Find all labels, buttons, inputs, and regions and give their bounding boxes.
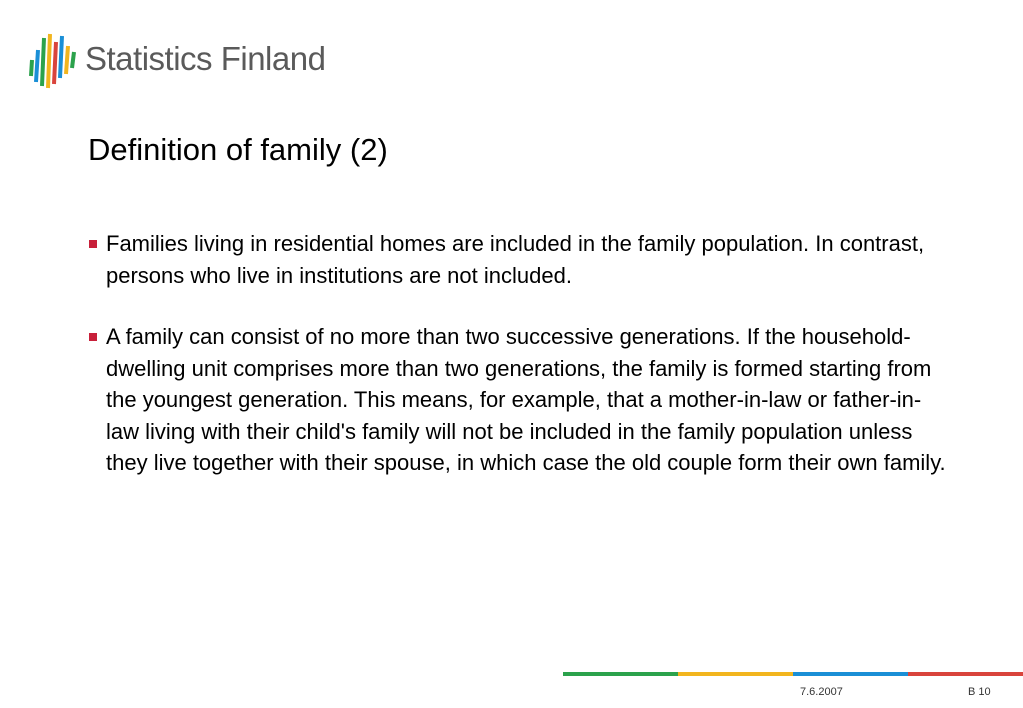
bullet-square-icon (89, 240, 97, 248)
logo-text: Statistics Finland (85, 40, 326, 77)
bullet-text: Families living in residential homes are included in the family population. In contrast, persons who live in institutions are not included. (106, 231, 925, 288)
bullet-text: A family can consist of no more than two successive generations. If the household-dwelling unit comprises more than two generations, the family is formed starting from the youngest generation. This means, for example, that a mother-in-law or father-in-law living with their child's family will not be included in the family population unless they live together with their spouse, in which case the old couple form their own family. (106, 324, 946, 475)
footer-stripe-yellow (678, 672, 793, 676)
bullet-square-icon (89, 333, 97, 341)
footer-stripe-blue (793, 672, 908, 676)
statistics-finland-logo (28, 30, 358, 92)
logo-bars-icon (28, 30, 78, 90)
footer-stripe-red (908, 672, 1023, 676)
bullet-list (88, 228, 948, 479)
footer-stripe-green (563, 672, 678, 676)
bullet-item (88, 228, 948, 291)
footer-date: 7.6.2007 (800, 686, 843, 698)
bullet-item (88, 321, 948, 479)
footer-page-number: B 10 (968, 686, 991, 698)
slide-title: Definition of family (2) (88, 132, 388, 167)
